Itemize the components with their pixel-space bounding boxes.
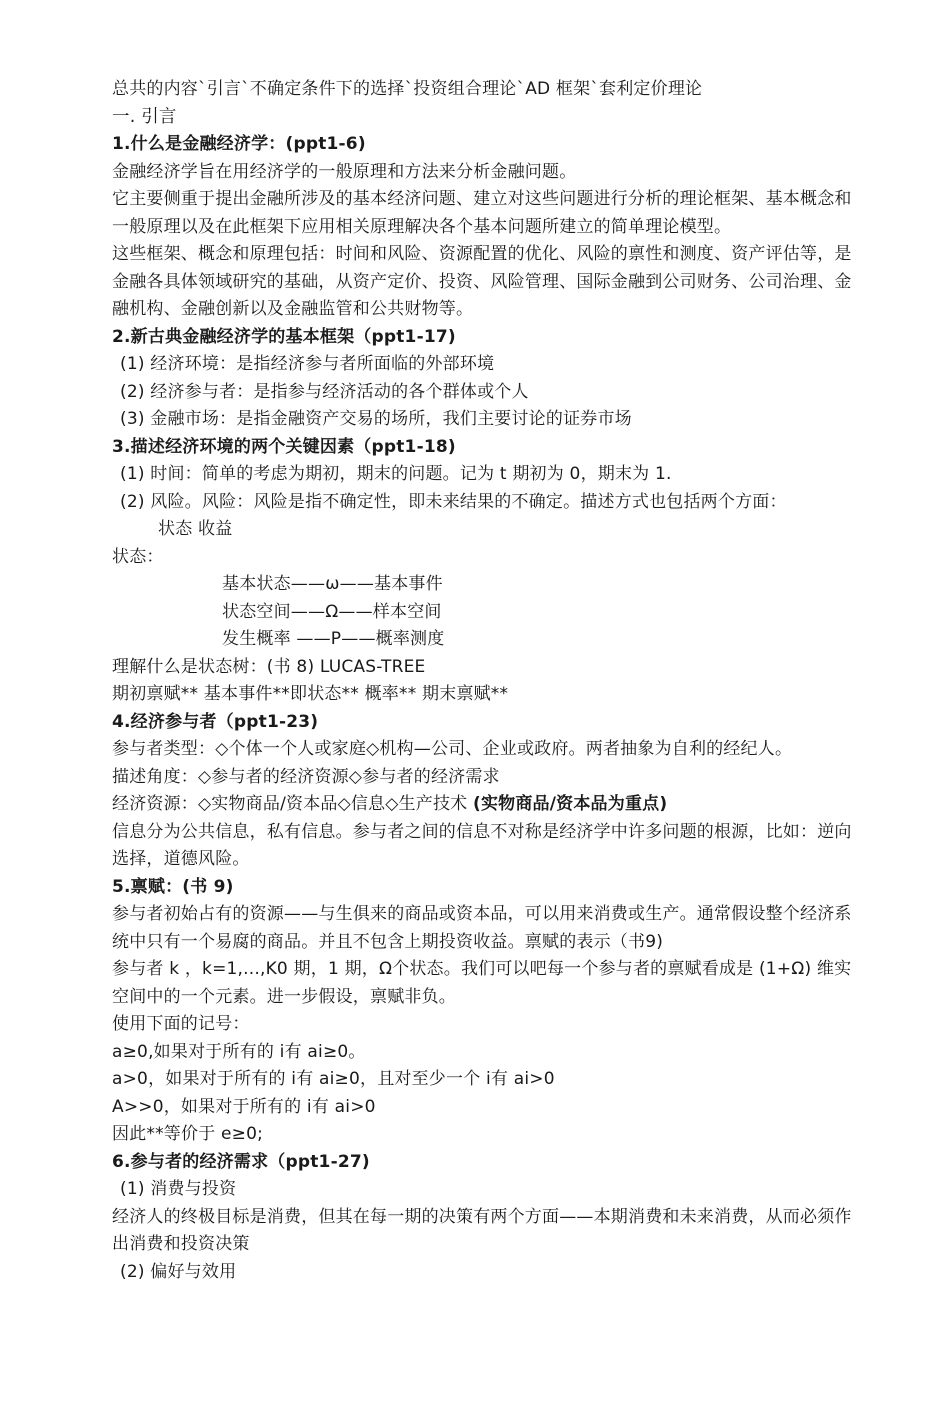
section-3-item-1 bbox=[112, 461, 862, 489]
section-5-heading bbox=[112, 874, 862, 902]
section-6-p1 bbox=[112, 1204, 862, 1259]
section-3-heading-text: 3.描述经济环境的两个关键因素（ppt1-18) bbox=[112, 436, 456, 457]
section-4-p2-text: 描述角度：◇参与者的经济资源◇参与者的经济需求 bbox=[112, 766, 500, 787]
section-4-p4-text: 信息分为公共信息，私有信息。参与者之间的信息不对称是经济学中许多问题的根源，比如：逆向选择，道德风险。 bbox=[112, 821, 852, 869]
section-6-item-1-text: (1) 消费与投资 bbox=[120, 1179, 237, 1199]
chapter-heading bbox=[112, 104, 862, 132]
section-5-p1 bbox=[112, 901, 862, 956]
section-1-p1 bbox=[112, 159, 862, 187]
section-5-p5 bbox=[112, 1066, 862, 1094]
section-5-p6-text: A>>0，如果对于所有的 i有 ai>0 bbox=[112, 1096, 376, 1117]
section-6-item-2-text: (2) 偏好与效用 bbox=[120, 1261, 237, 1282]
state-def-2-text: 状态空间——Ω——样本空间 bbox=[222, 601, 442, 622]
section-3-item-2-text: (2) 风险。风险：风险是指不确定性，即未来结果的不确定。描述方式也包括两个方面： bbox=[120, 491, 787, 512]
section-5-p6 bbox=[112, 1094, 862, 1122]
section-2-item-1 bbox=[112, 351, 862, 379]
section-3-heading bbox=[112, 434, 862, 462]
document-page bbox=[112, 76, 862, 1286]
summary-line bbox=[112, 76, 862, 104]
chapter-heading-text: 一. 引言 bbox=[112, 106, 177, 127]
section-4-heading bbox=[112, 709, 862, 737]
endowment-line bbox=[112, 681, 862, 709]
section-4-p4 bbox=[112, 819, 862, 874]
section-6-heading-text: 6.参与者的经济需求（ppt1-27) bbox=[112, 1151, 370, 1172]
section-1-p2 bbox=[112, 186, 862, 241]
section-2-item-1-text: (1) 经济环境：是指经济参与者所面临的外部环境 bbox=[120, 354, 495, 374]
section-4-p1-text: 参与者类型：◇个体一个人或家庭◇机构—公司、企业或政府。两者抽象为自利的经纪人。 bbox=[112, 739, 793, 759]
section-6-item-2 bbox=[112, 1259, 862, 1287]
section-4-heading-text: 4.经济参与者（ppt1-23) bbox=[112, 711, 319, 732]
section-1-p2-text: 它主要侧重于提出金融所涉及的基本经济问题、建立对这些问题进行分析的理论框架、基本概念和一般原理以及在此框架下应用相关原理解决各个基本问题所建立的简单理论模型。 bbox=[112, 189, 852, 237]
section-6-heading bbox=[112, 1149, 862, 1177]
state-def-3 bbox=[112, 626, 862, 654]
state-label bbox=[112, 544, 862, 572]
section-4-p2 bbox=[112, 764, 862, 792]
section-5-p1-text: 参与者初始占有的资源——与生俱来的商品或资本品，可以用来消费或生产。通常假设整个经济系统中只有一个易腐的商品。并且不包含上期投资收益。禀赋的表示（书9) bbox=[112, 904, 852, 952]
state-label-text: 状态： bbox=[112, 546, 164, 567]
section-4-p3-emphasis: (实物商品/资本品为重点) bbox=[472, 794, 668, 814]
section-4-p3 bbox=[112, 791, 862, 819]
section-6-item-1 bbox=[112, 1176, 862, 1204]
section-5-p2-text: 参与者 k ，k=1,...,K0 期，1 期，Ω个状态。我们可以吧每一个参与者的禀赋看成是 (1+Ω) 维实空间中的一个元素。进一步假设，禀赋非负。 bbox=[112, 959, 852, 1007]
section-5-p2 bbox=[112, 956, 862, 1011]
section-1-p3 bbox=[112, 241, 862, 324]
section-2-heading bbox=[112, 324, 862, 352]
section-3-item-2-cont-text: 状态 收益 bbox=[158, 519, 233, 539]
section-2-item-2 bbox=[112, 379, 862, 407]
section-1-heading-text: 1.什么是金融经济学：(ppt1-6) bbox=[112, 134, 366, 154]
section-5-p4 bbox=[112, 1039, 862, 1067]
section-5-p3-text: 使用下面的记号： bbox=[112, 1014, 250, 1034]
state-def-2 bbox=[112, 599, 862, 627]
section-6-p1-text: 经济人的终极目标是消费，但其在每一期的决策有两个方面——本期消费和未来消费，从而必须作出消费和投资决策 bbox=[112, 1206, 852, 1254]
section-3-item-2 bbox=[112, 489, 862, 517]
section-2-item-2-text: (2) 经济参与者：是指参与经济活动的各个群体或个人 bbox=[120, 381, 529, 402]
section-1-heading bbox=[112, 131, 862, 159]
endowment-line-text: 期初禀赋** 基本事件**即状态** 概率** 期末禀赋** bbox=[112, 684, 509, 704]
section-5-p4-text: a≥0,如果对于所有的 i有 ai≥0。 bbox=[112, 1041, 366, 1062]
state-def-1-text: 基本状态——ω——基本事件 bbox=[222, 574, 443, 594]
section-2-item-3 bbox=[112, 406, 862, 434]
section-4-p3-text: 经济资源：◇实物商品/资本品◇信息◇生产技术 bbox=[112, 794, 468, 814]
state-tree-line bbox=[112, 654, 862, 682]
section-5-p5-text: a>0，如果对于所有的 i有 ai≥0，且对至少一个 i有 ai>0 bbox=[112, 1069, 555, 1089]
section-2-item-3-text: (3) 金融市场：是指金融资产交易的场所，我们主要讨论的证券市场 bbox=[120, 409, 632, 429]
summary-line-text: 总共的内容`引言`不确定条件下的选择`投资组合理论`AD 框架`套利定价理论 bbox=[112, 79, 703, 99]
section-5-heading-text: 5.禀赋：(书 9) bbox=[112, 876, 234, 897]
section-3-item-1-text: (1) 时间：简单的考虑为期初，期末的问题。记为 t 期初为 0，期末为 1. bbox=[120, 464, 672, 484]
section-5-p7-text: 因此**等价于 e≥0; bbox=[112, 1124, 264, 1144]
section-5-p3 bbox=[112, 1011, 862, 1039]
section-4-p1 bbox=[112, 736, 862, 764]
section-5-p7 bbox=[112, 1121, 862, 1149]
section-1-p1-text: 金融经济学旨在用经济学的一般原理和方法来分析金融问题。 bbox=[112, 161, 577, 182]
section-3-item-2-cont bbox=[112, 516, 862, 544]
state-def-3-text: 发生概率 ——P——概率测度 bbox=[222, 629, 445, 649]
section-2-heading-text: 2.新古典金融经济学的基本框架（ppt1-17) bbox=[112, 326, 456, 347]
state-tree-line-text: 理解什么是状态树：(书 8) LUCAS-TREE bbox=[112, 656, 426, 677]
state-def-1 bbox=[112, 571, 862, 599]
section-1-p3-text: 这些框架、概念和原理包括：时间和风险、资源配置的优化、风险的禀性和测度、资产评估等，是金融各具体领域研究的基础，从资产定价、投资、风险管理、国际金融到公司财务、公司治理、金融机构、金融创新以及金融监管和公共财物等。 bbox=[112, 244, 852, 319]
